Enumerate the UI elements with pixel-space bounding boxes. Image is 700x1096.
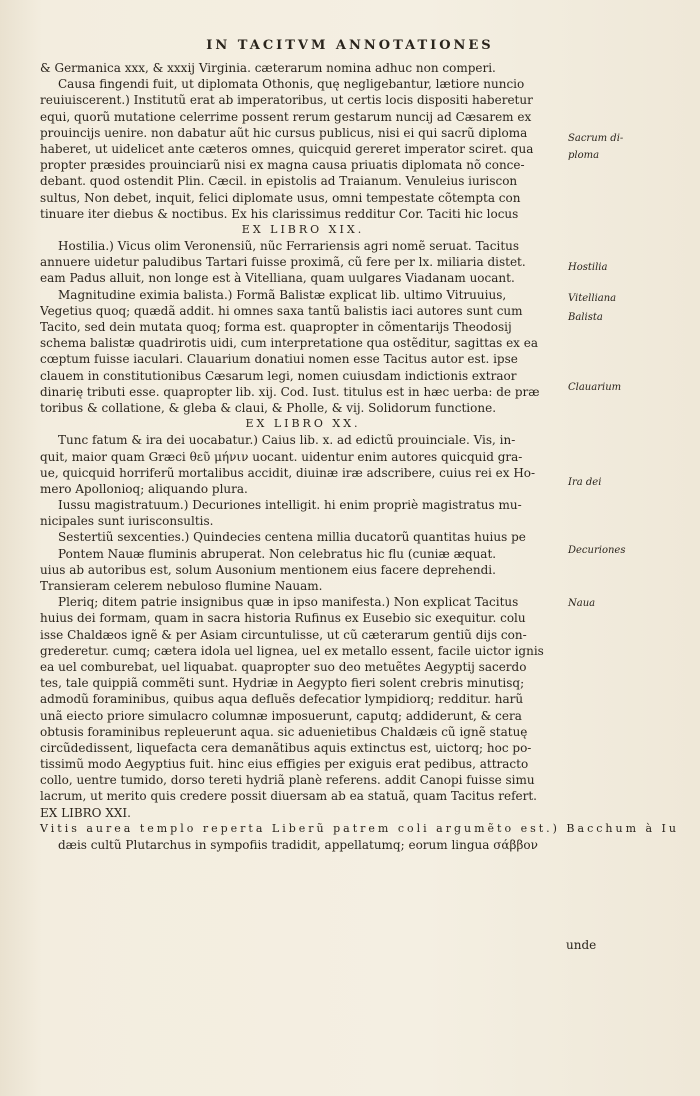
marginal-note-naua: Naua: [568, 598, 596, 609]
text-line: obtusis foraminibus repleuerunt aqua. sic aduenietibus Chaldæis cũ ignẽ statuę: [40, 724, 528, 739]
text-line: huius dei formam, quam in sacra historia Rufinus ex Eusebio sic exequitur. colu: [40, 611, 526, 626]
catchword: unde: [566, 938, 597, 952]
text-line: Pontem Nauæ fluminis abruperat. Non celebratus hic flu (cuniæ æquat.: [58, 546, 497, 561]
text-line: equi, quorũ mutatione celerrime possent rerum gestarum nuncij ad Cæsarem ex: [40, 109, 532, 124]
text-line: EX LIBRO XXI.: [40, 805, 131, 820]
text-line: Vegetius quoq; quædã addit. hi omnes saxa tantũ balistis iaci autores sunt cum: [40, 303, 523, 318]
marginal-note-sacrum-cont: ploma: [568, 150, 600, 161]
text-line: mero Apollonioq; aliquando plura.: [40, 481, 248, 496]
text-line: debant. quod ostendit Plin. Cæcil. in epistolis ad Traianum. Venuleius iuriscon: [40, 174, 518, 189]
text-line: unã eiecto priore simulacro columnæ imposuerunt, caputq; addiderunt, & cera: [40, 708, 522, 723]
text-line: uius ab autoribus est, solum Ausonium mentionem eius facere deprehendi.: [40, 562, 496, 577]
text-line: isse Chaldæos ignẽ & per Asiam circuntulisse, ut cũ cæterarum gentiũ dijs con-: [40, 627, 527, 642]
text-line: grederetur. cumq; cætera idola uel lignea, uel ex metallo essent, facile uictor ignis: [40, 643, 544, 658]
marginal-note-clauarium: Clauarium: [568, 382, 622, 393]
text-line: clauem in constitutionibus Cæsarum legi, nomen cuiusdam indictionis extraor: [40, 368, 517, 383]
text-line: cœptum fuisse iaculari. Clauarium donatiui nomen esse Tacitus autor est. ipse: [40, 352, 518, 367]
text-line: lacrum, ut merito quis credere possit diuersam ab ea statuã, quam Tacitus refert.: [40, 789, 537, 804]
text-line: sultus, Non debet, inquit, felici diplomate usus, omni tempestate cõtempta con: [40, 190, 521, 205]
text-line: schema balistæ quadrirotis uidi, cum interpretatione qua ostẽditur, sagittas ex ea: [40, 336, 539, 351]
text-line: annuere uidetur paludibus Tartari fuisse proximã, cũ fere per lx. miliaria distet.: [40, 255, 526, 270]
marginal-note-decuriones: Decuriones: [568, 545, 626, 556]
text-line: Magnitudine eximia balista.) Formã Balistæ explicat lib. ultimo Vitruuius,: [58, 287, 507, 302]
text-line: Tunc fatum & ira dei uocabatur.) Caius lib. x. ad edictũ prouinciale. Vis, in-: [58, 433, 516, 448]
marginal-note-ira-dei: Ira dei: [568, 477, 602, 488]
text-line: Transieram celerem nebuloso flumine Nauam.: [40, 579, 323, 593]
text-line: ea uel comburebat, uel liquabat. quapropter suo deo metuẽtes Aegyptij sacerdo: [40, 659, 527, 674]
text-line: Hostilia.) Vicus olim Veronensiũ, nũc Ferrariensis agri nomẽ seruat. Tacitus: [58, 239, 520, 254]
marginal-note-balista: Balista: [568, 312, 603, 323]
text-line: quit, maior quam Græci θεῦ μήνιν uocant. uidentur enim autores quicquid gra-: [40, 449, 523, 464]
text-line: collo, uentre tumido, dorso tereti hydriã planè referens. addit Canopi fuisse simu: [40, 773, 535, 788]
marginal-note-hostilia: Hostilia: [568, 262, 608, 273]
text-line: propter præsides prouinciarũ nisi ex magna causa priuatis diplomata nõ conce-: [40, 158, 525, 173]
text-line: eam Padus alluit, non longe est à Vitelliana, quam uulgares Viadanam uocant.: [40, 271, 515, 286]
text-line: ue, quicquid horriferũ mortalibus accidit, diuinæ iræ adscribere, cuius rei ex Ho-: [40, 465, 536, 480]
text-line: dæis cultũ Plutarchus in sympofiis tradidit, appellatumq; eorum lingua σάββον: [58, 838, 538, 852]
text-line: Causa fingendi fuit, ut diplomata Othonis, quę negligebantur, lætiore nuncio: [58, 77, 525, 92]
text-line: toribus & collatione, & gleba & claui, & Pholle, & vij. Solidorum functione.: [40, 400, 497, 415]
text-line: dinarię tributi esse. quapropter lib. xij. Cod. Iust. titulus est in hæc uerba: de præ: [40, 384, 540, 399]
text-line: circũdedissent, liquefacta cera demanãtibus aquis extinctus est, uictorq; hoc po-: [40, 740, 532, 755]
marginal-note-sacrum: Sacrum di-: [568, 133, 624, 144]
section-heading: EX LIBRO XX.: [245, 417, 361, 431]
section-heading: Vitis aurea templo reperta Liberũ patrem coli argumẽto est.) Bacchum à Iu: [40, 821, 679, 835]
text-line: Iussu magistratuum.) Decuriones intelligit. hi enim propriè magistratus mu-: [58, 498, 522, 513]
text-line: & Germanica xxx, & xxxij Virginia. cæterarum nomina adhuc non comperi.: [40, 61, 496, 75]
text-line: prouincijs uenire. non dabatur aũt hic cursus publicus, nisi ei qui sacrũ diploma: [40, 125, 528, 140]
text-line: [40, 853, 566, 869]
text-line: Pleriq; ditem patrie insignibus quæ in ipso manifesta.) Non explicat Tacitus: [58, 595, 519, 610]
text-line: admodũ foraminibus, quibus aqua defluẽs defecatior lympidiorq; redditur. harũ: [40, 692, 524, 707]
running-head: IN TACITVM ANNOTATIONES: [206, 38, 494, 53]
section-heading: EX LIBRO XIX.: [241, 222, 365, 236]
marginal-note-vitelliana: Vitelliana: [568, 293, 617, 304]
text-line: tinuare iter diebus & noctibus. Ex his clarissimus redditur Cor. Taciti hic locus: [40, 206, 519, 221]
text-line: reuiuiscerent.) Institutũ erat ab imperatoribus, ut certis locis dispositi haberetur: [40, 93, 533, 108]
text-line: tes, tale quippiã commẽti sunt. Hydriæ in Aegypto fieri solent crebris minutisq;: [40, 676, 525, 691]
text-line: haberet, ut uidelicet ante cæteros omnes, quicquid gereret imperator sciret. qua: [40, 141, 534, 156]
text-line: nicipales sunt iurisconsultis.: [40, 514, 214, 529]
text-line: Sestertiũ sexcenties.) Quindecies centena millia ducatorũ quantitas huius pe: [58, 530, 526, 545]
text-line: tissimũ modo Aegyptius fuit. hinc eius effigies per exiguis erat pedibus, attracto: [40, 757, 529, 772]
text-line: Tacito, sed dein mutata quoq; forma est. quapropter in cõmentarijs Theodosij: [40, 320, 512, 334]
